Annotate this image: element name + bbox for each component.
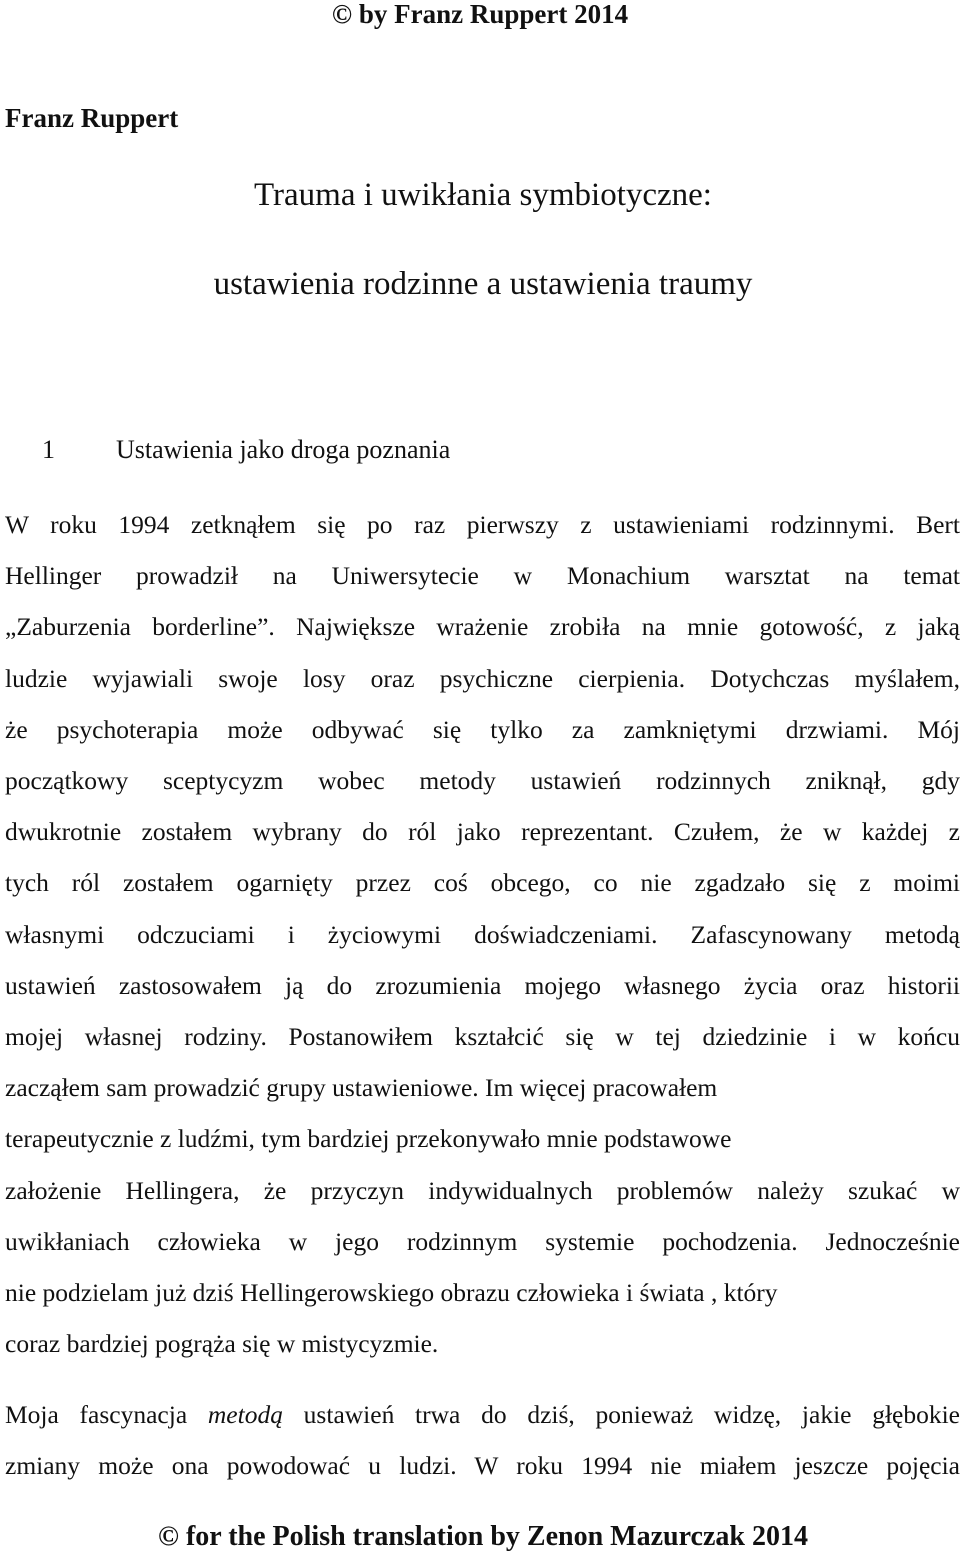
chapter-heading xyxy=(42,434,450,466)
paragraph-line: uwikłaniach człowieka w jego rodzinnym systemie pochodzenia. Jednocześnie xyxy=(5,1226,960,1256)
author-name: Franz Ruppert xyxy=(5,103,179,133)
chapter-number: 1 xyxy=(42,435,55,464)
paragraph-1 xyxy=(5,499,960,1369)
paragraph-line: „Zaburzenia borderline”. Największe wrażenie zrobiła na mnie gotowość, z jaką xyxy=(5,612,960,642)
paragraph-line: zacząłem sam prowadzić grupy ustawieniowe. Im więcej pracowałem xyxy=(5,1073,718,1103)
paragraph-2 xyxy=(5,1389,960,1491)
paragraph-line: początkowy sceptycyzm wobec metody ustawień rodzinnych zniknął, gdy xyxy=(5,766,960,796)
paragraph-line: tych ról zostałem ogarnięty przez coś obcego, co nie zgadzało się z moimi xyxy=(5,868,960,898)
paragraph-text: ustawień trwa do dziś, ponieważ widzę, jakie głębokie xyxy=(282,1400,960,1429)
title-line-1: Trauma i uwikłania symbiotyczne: xyxy=(254,177,712,213)
paragraph-line: terapeutycznie z ludźmi, tym bardziej przekonywało mnie podstawowe xyxy=(5,1124,732,1154)
emphasized-word: metodą xyxy=(207,1400,283,1429)
footer-copyright: © for the Polish translation by Zenon Mazurczak 2014 xyxy=(158,1521,808,1552)
paragraph-line: coraz bardziej pogrąża się w mistycyzmie. xyxy=(5,1329,439,1359)
paragraph-line: ustawień zastosowałem ją do zrozumienia mojego własnego życia oraz historii xyxy=(5,970,960,1000)
paragraph-line: nie podzielam już dziś Hellingerowskiego obrazu człowieka i świata , który xyxy=(5,1278,778,1308)
paragraph-line: Hellinger prowadził na Uniwersytecie w Monachium warsztat na temat xyxy=(5,561,960,591)
paragraph-line: że psychoterapia może odbywać się tylko za zamkniętymi drzwiami. Mój xyxy=(5,714,960,744)
paragraph-line: ludzie wyjawiali swoje losy oraz psychiczne cierpienia. Dotychczas myślałem, xyxy=(5,663,960,693)
paragraph-line: dwukrotnie zostałem wybrany do ról jako reprezentant. Czułem, że w każdej z xyxy=(5,817,960,847)
paragraph-line: własnymi odczuciami i życiowymi doświadczeniami. Zafascynowany metodą xyxy=(5,919,960,949)
paragraph-line xyxy=(5,1389,960,1440)
paragraph-line: mojej własnej rodziny. Postanowiłem kształcić się w tej dziedzinie i w końcu xyxy=(5,1022,960,1052)
header-copyright: © by Franz Ruppert 2014 xyxy=(331,0,629,29)
title-line-2: ustawienia rodzinne a ustawienia traumy xyxy=(213,266,753,302)
paragraph-line: zmiany może ona powodować u ludzi. W roku 1994 nie miałem jeszcze pojęcia xyxy=(5,1451,960,1481)
chapter-title: Ustawienia jako droga poznania xyxy=(116,435,451,464)
paragraph-line: założenie Hellingera, że przyczyn indywidualnych problemów należy szukać w xyxy=(5,1175,960,1205)
paragraph-text: Moja fascynacja xyxy=(5,1400,208,1429)
paragraph-line: W roku 1994 zetknąłem się po raz pierwszy z ustawieniami rodzinnymi. Bert xyxy=(5,510,960,539)
